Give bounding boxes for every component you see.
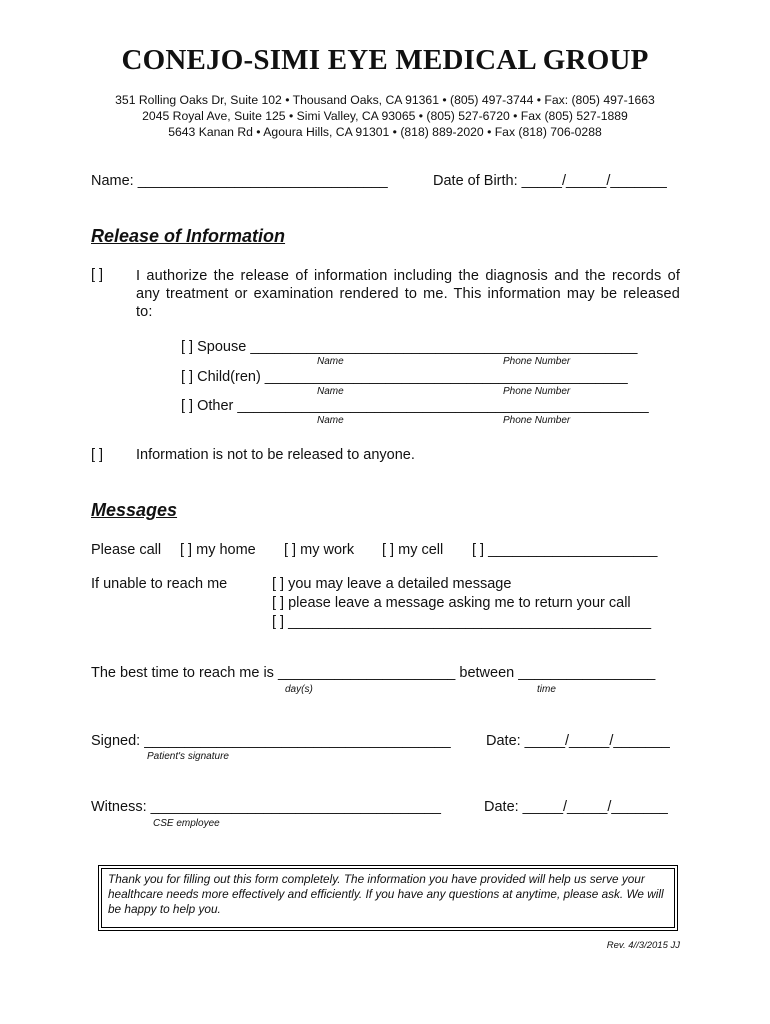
authorize-checkbox[interactable]: [ ] [91, 267, 104, 283]
return-call-option[interactable]: [ ] please leave a message asking me to return your call [272, 595, 631, 611]
signed-date-field[interactable]: Date: _____/_____/_______ [486, 733, 670, 749]
call-other-option[interactable]: [ ] _____________________ [472, 542, 658, 558]
spouse-line[interactable]: [ ] Spouse ________________________________________________ [181, 339, 638, 355]
days-caption: day(s) [285, 684, 313, 695]
best-time-line[interactable]: The best time to reach me is ______________________ between _________________ [91, 665, 656, 681]
children-name-caption: Name [317, 386, 344, 397]
address-agoura-hills: 5643 Kanan Rd • Agoura Hills, CA 91301 • (818) 889-2020 • Fax (818) 706-0288 [168, 125, 602, 139]
other-message-option[interactable]: [ ] _____________________________________________ [272, 614, 652, 630]
witness-date-field[interactable]: Date: _____/_____/_______ [484, 799, 668, 815]
call-home-option[interactable]: [ ] my home [180, 542, 256, 558]
no-release-text: Information is not to be released to anyone. [136, 447, 415, 463]
signed-field[interactable]: Signed: ______________________________________ [91, 733, 451, 749]
other-line[interactable]: [ ] Other ___________________________________________________ [181, 398, 649, 414]
cse-employee-caption: CSE employee [153, 818, 220, 829]
call-work-option[interactable]: [ ] my work [284, 542, 355, 558]
detailed-message-option[interactable]: [ ] you may leave a detailed message [272, 576, 512, 592]
thank-you-text: Thank you for filling out this form completely. The information you have provided will help us serve your healthcare needs more effectively and efficiently. If you have any questions at anytime, please ask. We will be happy to help you. [108, 872, 664, 916]
clinic-title: CONEJO-SIMI EYE MEDICAL GROUP [121, 44, 649, 76]
release-heading: Release of Information [91, 226, 286, 246]
please-call-label: Please call [91, 542, 162, 558]
other-name-caption: Name [317, 415, 344, 426]
time-caption: time [537, 684, 556, 695]
children-phone-caption: Phone Number [503, 386, 571, 397]
thank-you-box [98, 865, 678, 931]
date-of-birth-field[interactable]: Date of Birth: _____/_____/_______ [433, 173, 667, 189]
spouse-name-caption: Name [317, 356, 344, 367]
name-field[interactable]: Name: _______________________________ [91, 173, 388, 189]
address-thousand-oaks: 351 Rolling Oaks Dr, Suite 102 • Thousand Oaks, CA 91361 • (805) 497-3744 • Fax: (805) 497-1663 [115, 93, 655, 107]
if-unable-label: If unable to reach me [91, 576, 228, 592]
other-phone-caption: Phone Number [503, 415, 571, 426]
no-release-checkbox[interactable]: [ ] [91, 447, 104, 463]
messages-heading: Messages [91, 500, 178, 520]
children-line[interactable]: [ ] Child(ren) _____________________________________________ [181, 369, 628, 385]
witness-field[interactable]: Witness: ____________________________________ [91, 799, 441, 815]
spouse-phone-caption: Phone Number [503, 356, 571, 367]
address-simi-valley: 2045 Royal Ave, Suite 125 • Simi Valley, CA 93065 • (805) 527-6720 • Fax (805) 527-1889 [142, 109, 628, 123]
patient-signature-caption: Patient's signature [147, 751, 229, 762]
authorize-text: I authorize the release of information including the diagnosis and the records of any treatment or examination rendered to me. This information may be released to: [136, 268, 680, 320]
call-cell-option[interactable]: [ ] my cell [382, 542, 444, 558]
revision-note: Rev. 4//3/2015 JJ [606, 940, 680, 951]
